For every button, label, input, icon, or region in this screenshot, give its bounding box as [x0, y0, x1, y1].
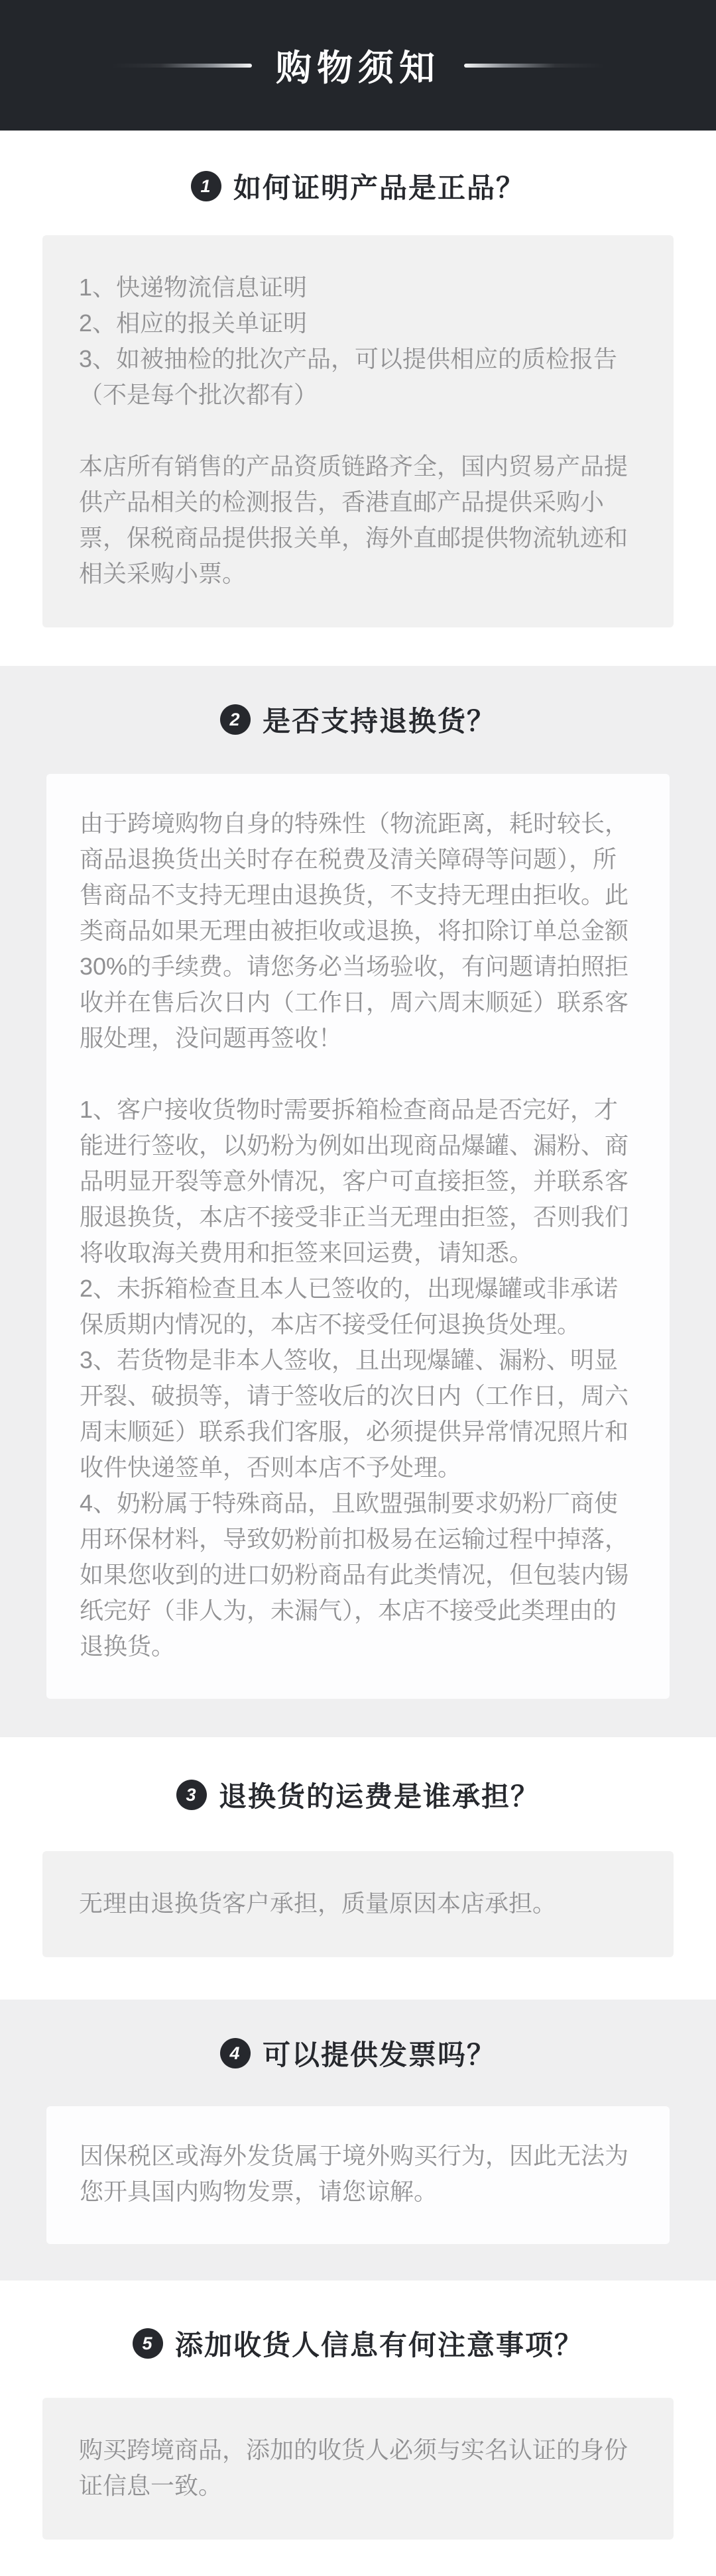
section-body-box: [42, 235, 674, 627]
notice-section: [0, 666, 716, 1737]
section-title: 可以提供发票吗？: [262, 2039, 496, 2070]
section-number: 5: [142, 2333, 152, 2353]
notice-paragraph: 2、未拆箱检查且本人已签收的，出现爆罐或非承诺保质期内情况的，本店不接受任何退换货处理。: [80, 1275, 619, 1338]
notice-paragraph: 2、相应的报关单证明: [79, 309, 308, 337]
page-title: 购物须知: [276, 48, 440, 88]
section-body-box: [42, 1851, 674, 1957]
section-heading: [0, 167, 716, 205]
section-body-box: [42, 2398, 674, 2540]
notice-paragraph: 3、如被抽检的批次产品，可以提供相应的质检报告（不是每个批次都有）: [79, 345, 618, 408]
section-heading: [0, 1776, 716, 1814]
notice-paragraph: 购买跨境商品，添加的收货人必须与实名认证的身份证信息一致。: [79, 2436, 628, 2499]
notice-paragraph: 因保税区或海外发货属于境外购买行为，因此无法为您开具国内购物发票，请您谅解。: [80, 2142, 629, 2205]
section-title: 添加收货人信息有何注意事项？: [174, 2330, 583, 2361]
notice-paragraph: 3、若货物是非本人签收，且出现爆罐、漏粉、明显开裂、破损等，请于签收后的次日内（工作日，周六周末顺延）联系我们客服，必须提供异常情况照片和收件快递签单，否则本店不予处理。: [80, 1346, 629, 1481]
banner-decor-line-right: [464, 64, 605, 68]
banner: [0, 0, 716, 131]
section-number: 1: [200, 176, 211, 196]
section-number-badge: [191, 171, 221, 201]
notice-paragraph: 本店所有销售的产品资质链路齐全，国内贸易产品提供产品相关的检测报告，香港直邮产品提供采购小票，保税商品提供报关单，海外直邮提供物流轨迹和相关采购小票。: [79, 453, 628, 587]
section-heading: [0, 2324, 716, 2363]
section-heading: [0, 2034, 716, 2072]
notice-paragraph: 1、客户接收货物时需要拆箱检查商品是否完好，才能进行签收，以奶粉为例如出现商品爆罐、漏粉、商品明显开裂等意外情况，客户可直接拒签，并联系客服退换货，本店不接受非正当无理由拒签，否则我们将收取海关费用和拒签来回运费，请知悉。: [80, 1096, 629, 1266]
section-number-badge: [220, 704, 251, 735]
section-number: 4: [229, 2043, 240, 2063]
section-heading: [0, 700, 716, 739]
notice-section: [0, 131, 716, 627]
notice-section: [0, 2000, 716, 2281]
notice-section: [0, 2281, 716, 2540]
notice-paragraph: 无理由退换货客户承担，质量原因本店承担。: [79, 1890, 557, 1917]
section-title: 退换货的运费是谁承担？: [218, 1781, 540, 1812]
paragraph-spacer: [79, 413, 637, 449]
banner-decor-line-left: [111, 64, 252, 68]
notice-section: [0, 1737, 716, 1957]
section-number: 3: [186, 1784, 196, 1805]
section-number: 2: [229, 709, 240, 729]
notice-content: [0, 131, 716, 2540]
section-number-badge: [133, 2328, 163, 2359]
section-number-badge: [176, 1780, 207, 1810]
section-title: 是否支持退换货？: [262, 706, 496, 737]
notice-paragraph: 1、快递物流信息证明: [79, 274, 308, 301]
section-title: 如何证明产品是正品？: [233, 172, 525, 203]
notice-paragraph: 4、奶粉属于特殊商品，且欧盟强制要求奶粉厂商使用环保材料，导致奶粉前扣极易在运输过程中掉落，如果您收到的进口奶粉商品有此类情况，但包装内锡纸完好（非人为，未漏气），本店不接受此类理由的退换货。: [80, 1489, 629, 1660]
section-number-badge: [220, 2038, 251, 2068]
section-body-box: [46, 774, 670, 1699]
paragraph-spacer: [80, 1056, 636, 1092]
section-body-box: [46, 2106, 670, 2244]
notice-paragraph: 由于跨境购物自身的特殊性（物流距离，耗时较长，商品退换货出关时存在税费及清关障碍等问题），所售商品不支持无理由退换货，不支持无理由拒收。此类商品如果无理由被拒收或退换，将扣除订单总金额30%的手续费。请您务必当场验收，有问题请拍照拒收并在售后次日内（工作日，周六周末顺延）联系客服处理，没问题再签收！: [80, 810, 629, 1051]
